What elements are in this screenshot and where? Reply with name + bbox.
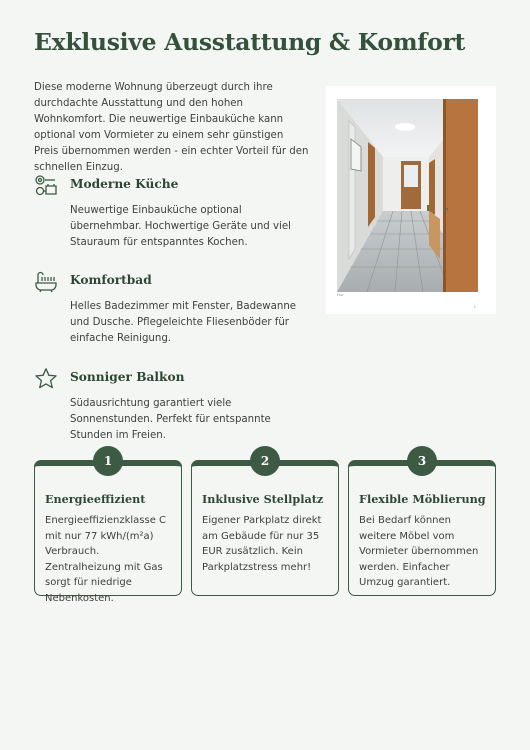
info-card-energy — [34, 460, 182, 604]
info-card-furnishing — [348, 460, 496, 596]
feature-text: Südausrichtung garantiert viele Sonnenstunden. Perfekt für entspannte Stunden im Freien. — [70, 398, 271, 441]
feature-text: Neuwertige Einbauküche optional übernehmbar. Hochwertige Geräte und viel Stauraum für entspanntes Kochen. — [70, 205, 291, 248]
star-icon — [34, 367, 58, 391]
card-title: Flexible Möblierung — [359, 492, 486, 506]
card-title: Energieeffizient — [45, 492, 146, 506]
card-text: Eigener Parkplatz direkt am Gebäude für nur 35 EUR zusätzlich. Kein Parkplatzstress mehr! — [202, 515, 322, 573]
feature-title: Moderne Küche — [70, 177, 179, 191]
bathtub-icon — [34, 270, 58, 294]
kitchen-icon — [34, 174, 58, 198]
intro-text: Diese moderne Wohnung überzeugt durch ihre durchdachte Ausstattung und den hohen Wohnkomfort. Die neuwertige Einbauküche kann optional vom Vormieter zu einem sehr günstigen Preis übernommen werden - ein echter Vorteil für den schnellen Einzug. — [34, 82, 309, 173]
page-title: Exklusive Ausstattung & Komfort — [34, 28, 466, 56]
feature-text: Helles Badezimmer mit Fenster, Badewanne und Dusche. Pflegeleichte Fliesenböder für einfache Reinigung. — [70, 301, 297, 344]
hallway-photo — [326, 86, 496, 314]
card-text: Bei Bedarf können weitere Möbel vom Vormieter übernommen werden. Einfacher Umzug garantiert. — [359, 515, 479, 588]
feature-title: Komfortbad — [70, 273, 152, 287]
photo-mark: 1 — [473, 305, 476, 309]
card-number-badge: 2 — [250, 446, 280, 476]
feature-title: Sonniger Balkon — [70, 370, 185, 384]
card-number-badge: 3 — [407, 446, 437, 476]
card-title: Inklusive Stellplatz — [202, 492, 324, 506]
photo-caption: Flur — [337, 293, 344, 297]
card-text: Energieeffizienzklasse C mit nur 77 kWh/(m²a) Verbrauch. Zentralheizung mit Gas sorgt für niedrige Nebenkosten. — [45, 515, 167, 604]
card-number-badge: 1 — [93, 446, 123, 476]
info-card-parking — [191, 460, 339, 596]
hallway-image — [337, 99, 478, 292]
